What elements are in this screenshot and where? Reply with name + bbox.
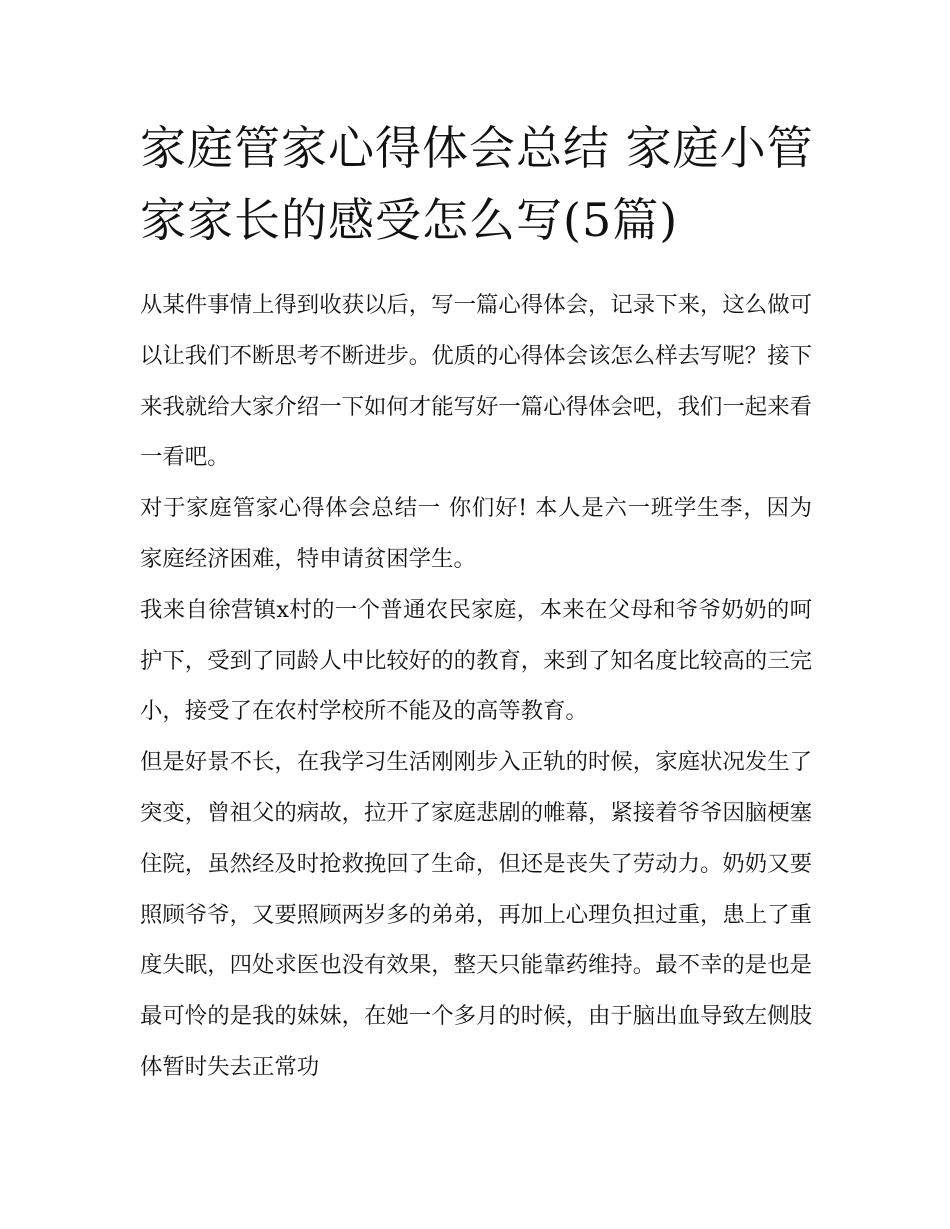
document-title: 家庭管家心得体会总结 家庭小管家家长的感受怎么写(5篇) <box>140 121 814 247</box>
paragraph-background: 我来自徐营镇x村的一个普通农民家庭，本来在父母和爷爷奶奶的呵护下，受到了同龄人中比较好的的教育，来到了知名度比较高的三完小，接受了在农村学校所不能及的高等教育。 <box>140 596 812 725</box>
paragraph-greeting: 对于家庭管家心得体会总结一 你们好! 本人是六一班学生李，因为家庭经济困难，特申请贫困学生。 <box>140 495 812 572</box>
paragraph-intro: 从某件事情上得到收获以后，写一篇心得体会，记录下来，这么做可以让我们不断思考不断进步。优质的心得体会该怎么样去写呢？接下来我就给大家介绍一下如何才能写好一篇心得体会吧，我们一起来看一看吧。 <box>140 292 812 471</box>
paragraph-family-situation: 但是好景不长，在我学习生活刚刚步入正轨的时候，家庭状况发生了突变，曾祖父的病故，拉开了家庭悲剧的帷幕，紧接着爷爷因脑梗塞住院，虽然经及时抢救挽回了生命，但还是丧失了劳动力。奶奶又要照顾爷爷，又要照顾两岁多的弟弟，再加上心理负担过重，患上了重度失眠，四处求医也没有效果，整天只能靠药维持。最不幸的是也是最可怜的是我的妹妹，在她一个多月的时候，由于脑出血导致左侧肢体暂时失去正常功 <box>140 749 812 1080</box>
document-body <box>140 280 812 1093</box>
